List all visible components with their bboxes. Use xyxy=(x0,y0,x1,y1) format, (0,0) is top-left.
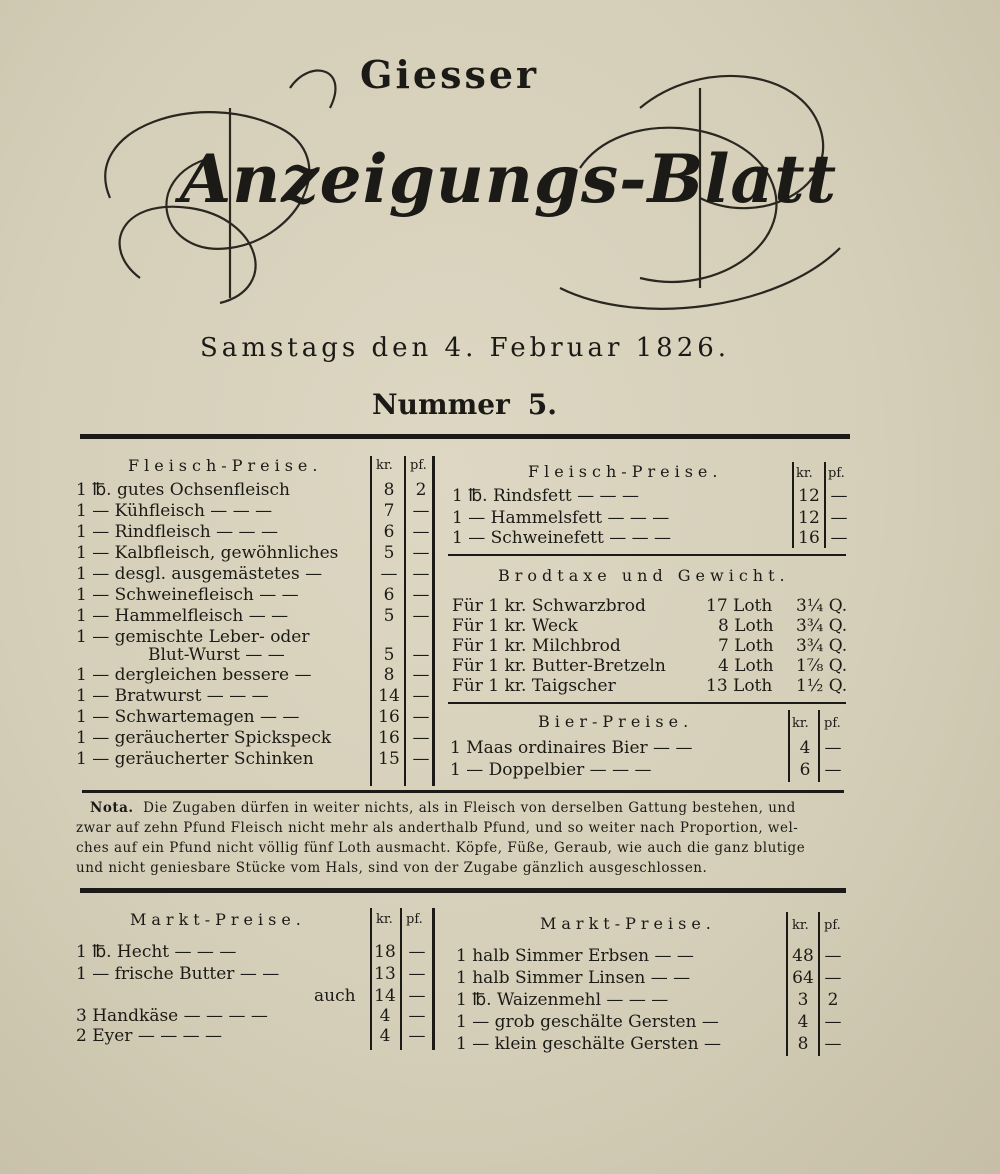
markt-right-rule-1 xyxy=(786,912,788,1056)
row-qty: 1 xyxy=(76,665,87,685)
brod-q: 3¾ Q. xyxy=(796,616,848,636)
row-pf: — xyxy=(824,968,842,988)
row-pf: — xyxy=(412,522,430,542)
bier-item: 1 — Doppelbier — — — xyxy=(450,760,652,780)
bier-rule-1 xyxy=(788,710,790,782)
row-kr: 4 xyxy=(379,1006,391,1026)
row-kr: 6 xyxy=(799,760,811,780)
table-row xyxy=(76,749,314,769)
row-item: Blut-Wurst — — xyxy=(148,645,285,665)
brod-loth: 4 Loth xyxy=(718,656,774,676)
row-kr: 12 xyxy=(798,486,820,506)
table-row xyxy=(76,686,269,706)
markt-center-rule xyxy=(432,908,435,1050)
nota-line-3: ches auf ein Pfund nicht völlig fünf Loth ausmacht. Köpfe, Füße, Geraub, wie auch die ganz blutige xyxy=(76,840,806,856)
row-item: — Schwartemagen — — xyxy=(92,707,300,727)
nota-line-1: Nota. Die Zugaben dürfen in weiter nichts, als in Fleisch von derselben Gattung bestehen, und xyxy=(90,800,796,816)
row-pf: 2 xyxy=(415,480,427,500)
markt-left-col-kr: kr. xyxy=(376,912,393,927)
row-qty: 1 xyxy=(76,627,87,647)
row-pf: — xyxy=(412,707,430,727)
markt-left-header: Markt-Preise. xyxy=(130,910,306,929)
row-item: — Bratwurst — — — xyxy=(92,686,269,706)
row-pf: — xyxy=(824,1012,842,1032)
row-item: — Schweinefett — — — xyxy=(468,528,672,548)
fleisch-left-col-kr: kr. xyxy=(376,458,393,473)
row-pf: — xyxy=(408,964,426,984)
row-kr: 16 xyxy=(378,707,400,727)
table-row xyxy=(76,627,310,647)
row-item: — geräucherter Spickspeck xyxy=(92,728,332,748)
markt-left-item: 2 Eyer — — — — xyxy=(76,1026,223,1046)
masthead-top: Giesser xyxy=(360,52,540,97)
markt-right-col-pf: pf. xyxy=(824,918,841,933)
row-kr: 16 xyxy=(798,528,820,548)
lower-rule xyxy=(80,888,846,893)
row-kr: 14 xyxy=(374,986,396,1006)
fleisch-right-header: Fleisch-Preise. xyxy=(528,462,723,481)
row-qty: 1 xyxy=(76,564,87,584)
row-item: ℔. Rindsfett — — — xyxy=(468,486,639,506)
row-item: — Kalbfleisch, gewöhnliches xyxy=(92,543,339,563)
row-pf: — xyxy=(412,645,430,665)
row-kr: 16 xyxy=(378,728,400,748)
markt-right-col-kr: kr. xyxy=(792,918,809,933)
row-pf: — xyxy=(408,942,426,962)
nota-label: Nota. xyxy=(90,800,134,816)
markt-left-rule-2 xyxy=(400,908,402,1050)
markt-left-item: 3 Handkäse — — — — xyxy=(76,1006,268,1026)
row-kr: 5 xyxy=(383,543,395,563)
row-kr: 8 xyxy=(383,480,395,500)
row-kr: 8 xyxy=(797,1034,809,1054)
row-pf: — xyxy=(824,738,842,758)
row-pf: — xyxy=(824,946,842,966)
issue-number-value: 5. xyxy=(527,388,558,421)
row-kr: 4 xyxy=(379,1026,391,1046)
row-kr: 7 xyxy=(383,501,395,521)
row-pf: — xyxy=(830,486,848,506)
row-qty: 1 xyxy=(76,606,87,626)
fleisch-right-bottom-rule xyxy=(448,554,846,556)
fleisch-left-rule-2 xyxy=(404,456,406,786)
row-pf: — xyxy=(824,760,842,780)
row-kr: 15 xyxy=(378,749,400,769)
row-kr: 5 xyxy=(383,645,395,665)
row-pf: — xyxy=(408,1006,426,1026)
issue-number-label: Nummer xyxy=(372,388,510,421)
markt-right-item: 1 — klein geschälte Gersten — xyxy=(456,1034,721,1054)
markt-left-col-pf: pf. xyxy=(406,912,423,927)
table-row xyxy=(76,665,311,685)
issue-number xyxy=(372,388,557,421)
brod-q: 1⅞ Q. xyxy=(796,656,848,676)
table-row xyxy=(76,564,322,584)
markt-right-item: 1 ℔. Waizenmehl — — — xyxy=(456,990,669,1010)
row-kr: 6 xyxy=(383,522,395,542)
fleisch-right-col-kr: kr. xyxy=(796,466,813,481)
row-qty: 1 xyxy=(76,707,87,727)
brod-item: Für 1 kr. Taigscher xyxy=(452,676,616,696)
bier-col-kr: kr. xyxy=(792,716,809,731)
row-kr: 14 xyxy=(378,686,400,706)
row-kr: 5 xyxy=(383,606,395,626)
table-row xyxy=(452,508,669,528)
row-pf: — xyxy=(830,528,848,548)
fleisch-left-rule-1 xyxy=(370,456,372,786)
row-qty: 1 xyxy=(76,480,87,500)
row-kr: 3 xyxy=(797,990,809,1010)
brod-header: Brodtaxe und Gewicht. xyxy=(498,566,790,585)
row-item: — gemischte Leber- oder xyxy=(92,627,310,647)
row-kr: 18 xyxy=(374,942,396,962)
row-qty: 1 xyxy=(76,585,87,605)
bier-item: 1 Maas ordinaires Bier — — xyxy=(450,738,693,758)
table-row xyxy=(76,728,331,748)
row-qty: 1 xyxy=(76,749,87,769)
row-kr: 4 xyxy=(797,1012,809,1032)
brod-bottom-rule xyxy=(448,702,846,704)
brod-q: 3¾ Q. xyxy=(796,636,848,656)
table-row xyxy=(76,501,272,521)
row-kr: 6 xyxy=(383,585,395,605)
top-rule xyxy=(80,434,850,439)
row-kr: 12 xyxy=(798,508,820,528)
markt-right-item: 1 halb Simmer Erbsen — — xyxy=(456,946,694,966)
row-pf: — xyxy=(408,986,426,1006)
row-qty: 1 xyxy=(76,728,87,748)
table-row xyxy=(76,606,288,626)
row-item: ℔. gutes Ochsenfleisch xyxy=(92,480,290,500)
row-pf: — xyxy=(412,749,430,769)
row-qty: 1 xyxy=(76,686,87,706)
row-item: — Hammelfleisch — — xyxy=(92,606,289,626)
row-pf: — xyxy=(412,686,430,706)
row-item: — geräucherter Schinken xyxy=(92,749,314,769)
row-kr: 4 xyxy=(799,738,811,758)
brod-loth: 13 Loth xyxy=(706,676,773,696)
row-pf: — xyxy=(412,665,430,685)
row-qty: 1 xyxy=(76,501,87,521)
nota-line-4: und nicht geniesbare Stücke vom Hals, sind von der Zugabe gänzlich ausgeschlossen. xyxy=(76,860,708,876)
nota-line-2: zwar auf zehn Pfund Fleisch nicht mehr als anderthalb Pfund, und so weiter nach Proportion, wel- xyxy=(76,820,799,836)
row-kr: 48 xyxy=(792,946,814,966)
table-row xyxy=(452,486,639,506)
row-item: — Schweinefleisch — — xyxy=(92,585,299,605)
table-row xyxy=(76,543,338,563)
row-item: — dergleichen bessere — xyxy=(92,665,312,685)
fleisch-right-rule-1 xyxy=(792,462,794,548)
row-kr: — xyxy=(380,564,398,584)
row-pf: — xyxy=(412,606,430,626)
mid-rule xyxy=(82,790,844,793)
markt-left-item: 1 ℔. Hecht — — — xyxy=(76,942,237,962)
row-pf: — xyxy=(408,1026,426,1046)
row-pf: — xyxy=(830,508,848,528)
row-item: — desgl. ausgemästetes — xyxy=(92,564,323,584)
markt-left-item: 1 — frische Butter — — xyxy=(76,964,280,984)
markt-left-item: auch xyxy=(314,986,356,1006)
row-qty: 1 xyxy=(452,486,463,506)
row-pf: — xyxy=(412,728,430,748)
fleisch-left-col-pf: pf. xyxy=(410,458,427,473)
table-row xyxy=(76,522,278,542)
brod-loth: 7 Loth xyxy=(718,636,774,656)
masthead-title: Anzeigungs-Blatt xyxy=(180,140,838,218)
row-kr: 8 xyxy=(383,665,395,685)
bier-header: Bier-Preise. xyxy=(538,712,694,731)
brod-q: 1½ Q. xyxy=(796,676,848,696)
markt-right-item: 1 — grob geschälte Gersten — xyxy=(456,1012,719,1032)
row-item: — Rindfleisch — — — xyxy=(92,522,278,542)
brod-item: Für 1 kr. Schwarzbrod xyxy=(452,596,646,616)
fleisch-right-col-pf: pf. xyxy=(828,466,845,481)
row-pf: — xyxy=(412,543,430,563)
row-qty: 1 xyxy=(452,508,463,528)
row-qty: 1 xyxy=(76,543,87,563)
bier-col-pf: pf. xyxy=(824,716,841,731)
row-kr: 64 xyxy=(792,968,814,988)
row-pf: — xyxy=(412,501,430,521)
row-pf: — xyxy=(824,1034,842,1054)
brod-loth: 17 Loth xyxy=(706,596,773,616)
brod-loth: 8 Loth xyxy=(718,616,774,636)
row-item: — Kühfleisch — — — xyxy=(92,501,273,521)
row-qty: 1 xyxy=(452,528,463,548)
table-row xyxy=(76,585,299,605)
brod-item: Für 1 kr. Butter-Bretzeln xyxy=(452,656,666,676)
row-pf: 2 xyxy=(827,990,839,1010)
table-row xyxy=(148,645,285,665)
brod-item: Für 1 kr. Weck xyxy=(452,616,578,636)
row-pf: — xyxy=(412,564,430,584)
fleisch-left-header: Fleisch-Preise. xyxy=(128,456,323,475)
table-row xyxy=(452,528,671,548)
row-item: — Hammelsfett — — — xyxy=(468,508,670,528)
markt-right-header: Markt-Preise. xyxy=(540,914,716,933)
table-row xyxy=(76,480,290,500)
brod-q: 3¼ Q. xyxy=(796,596,848,616)
table-row xyxy=(76,707,299,727)
brod-item: Für 1 kr. Milchbrod xyxy=(452,636,621,656)
row-pf: — xyxy=(412,585,430,605)
row-qty: 1 xyxy=(76,522,87,542)
markt-right-item: 1 halb Simmer Linsen — — xyxy=(456,968,691,988)
row-kr: 13 xyxy=(374,964,396,984)
issue-date: Samstags den 4. Februar 1826. xyxy=(200,333,731,363)
